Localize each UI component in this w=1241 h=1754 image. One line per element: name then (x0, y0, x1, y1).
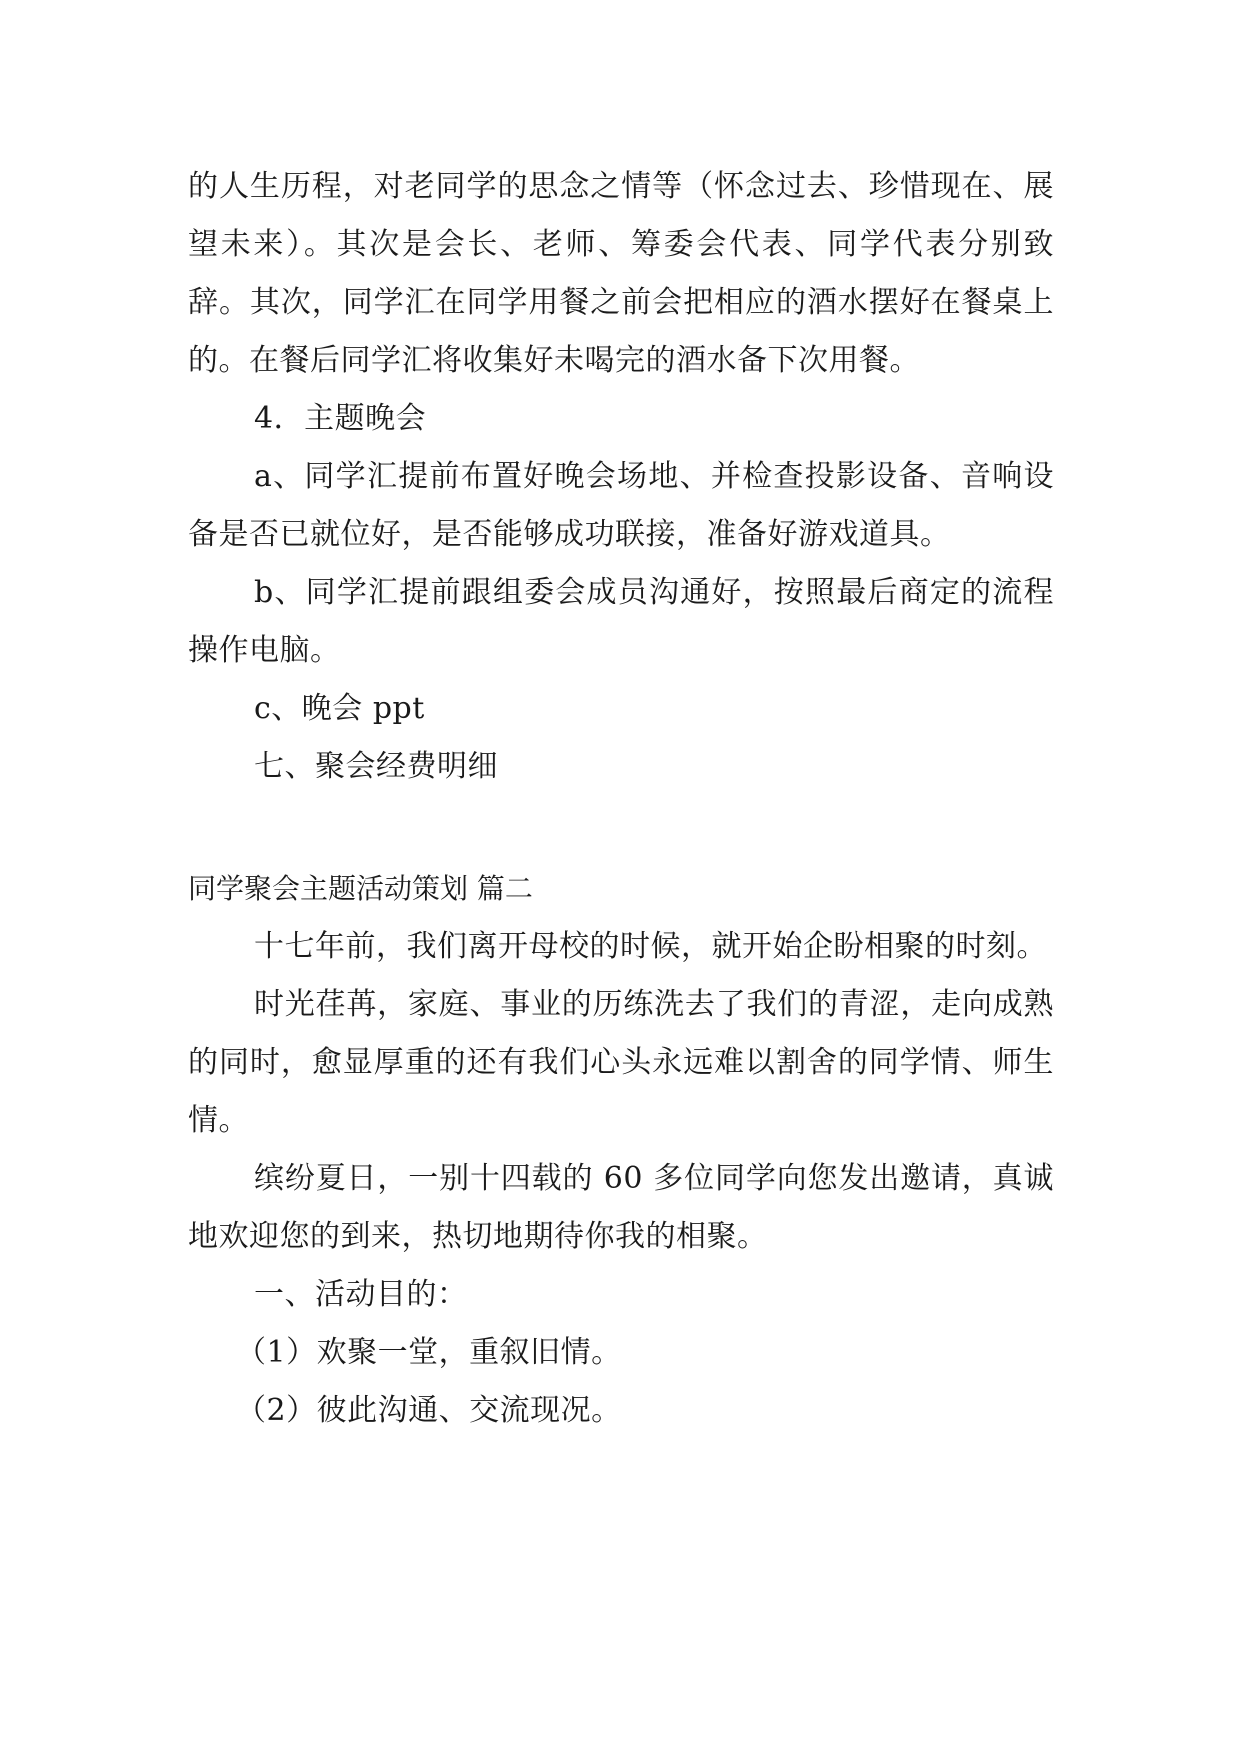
section-1-heading: 一、活动目的： (254, 1277, 468, 1312)
part-2-title: 同学聚会主题活动策划 篇二 (188, 872, 533, 905)
document-body (188, 158, 1054, 1440)
goal-item-2: （2）彼此沟通、交流现况。 (236, 1393, 622, 1428)
intro-paragraph-2: 时光荏苒，家庭、事业的历练洗去了我们的青涩，走向成熟的同时，愈显厚重的还有我们心头永远难以割舍的同学情、师生情。 (188, 987, 1054, 1138)
section-spacer (188, 796, 1054, 860)
item-4-heading: 4．主题晚会 (254, 401, 427, 436)
goal-item-1: （1）欢聚一堂，重叙旧情。 (236, 1335, 622, 1370)
section-7-heading: 七、聚会经费明细 (254, 749, 498, 784)
paragraph-continuation: 的人生历程，对老同学的思念之情等（怀念过去、珍惜现在、展望未来）。其次是会长、老师、筹委会代表、同学代表分别致辞。其次，同学汇在同学用餐之前会把相应的酒水摆好在餐桌上的。在餐后同学汇将收集好未喝完的酒水备下次用餐。 (188, 169, 1054, 378)
item-a-paragraph: a、同学汇提前布置好晚会场地、并检查投影设备、音响设备是否已就位好，是否能够成功联接，准备好游戏道具。 (188, 459, 1054, 552)
item-c-paragraph: c、晚会 ppt (254, 691, 425, 726)
intro-paragraph-1: 十七年前，我们离开母校的时候，就开始企盼相聚的时刻。 (254, 929, 1047, 964)
intro-paragraph-3: 缤纷夏日，一别十四载的 60 多位同学向您发出邀请，真诚地欢迎您的到来，热切地期待你我的相聚。 (188, 1161, 1054, 1254)
item-b-paragraph: b、同学汇提前跟组委会成员沟通好，按照最后商定的流程操作电脑。 (188, 575, 1054, 668)
